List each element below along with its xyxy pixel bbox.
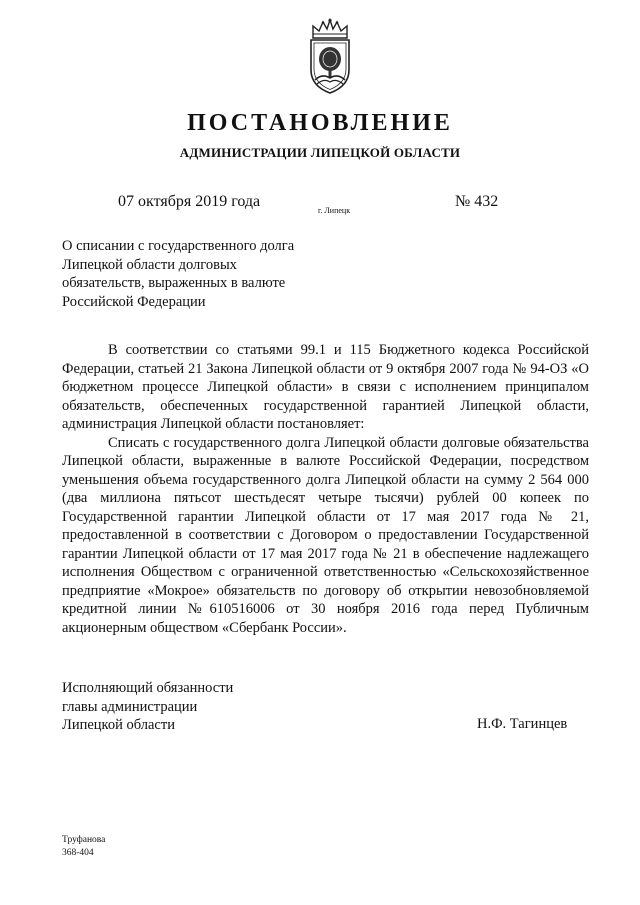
subject-line: О списании с государственного долга: [62, 238, 295, 254]
document-number: № 432: [455, 193, 499, 210]
document-subject: [62, 237, 322, 311]
body-paragraph-preamble: В соответствии со статьями 99.1 и 115 Бюджетного кодекса Российской Федерации, статьей 21 Закона Липецкой области от 9 октября 2007 года № 94-ОЗ «О бюджетном процессе Липецкой области» в связи с исполнением принципалом обязательств, обеспеченных государственной гарантией Липецкой области, администрация Липецкой области постановляет:: [62, 342, 589, 432]
subject-line: Липецкой области долговых: [62, 256, 237, 273]
executor-phone: 368-404: [62, 848, 94, 858]
signer-position-line: главы администрации: [62, 698, 198, 715]
document-title: ПОСТАНОВЛЕНИЕ: [187, 110, 453, 136]
document-body: [62, 341, 589, 637]
signer-position: [62, 679, 233, 735]
executor-name: Труфанова: [62, 835, 106, 845]
subject-line: обязательств, выраженных в валюте: [62, 275, 286, 291]
document-city: г. Липецк: [318, 206, 351, 215]
signer-position-line: Исполняющий обязанности: [62, 680, 234, 696]
executor-info: [62, 834, 105, 860]
signer-name: Н.Ф. Тагинцев: [477, 716, 568, 732]
signer-position-line: Липецкой области: [62, 717, 175, 733]
subject-line: Российской Федерации: [62, 293, 206, 310]
coat-of-arms-icon: [303, 18, 357, 96]
issuing-authority: АДМИНИСТРАЦИИ ЛИПЕЦКОЙ ОБЛАСТИ: [179, 145, 461, 160]
document-date: 07 октября 2019 года: [118, 193, 261, 210]
body-paragraph-resolution: Списать с государственного долга Липецкой области долговые обязательства Липецкой области, выраженные в валюте Российской Федерации, посредством уменьшения объема государственного долга Липецкой области на сумму 2 564 000 (два миллиона пятьсот шестьдесят четыре тысячи) рублей 00 копеек по Государственной гарантии Липецкой области от 17 мая 2017 года № 21, предоставленной в соответствии с Договором о предоставлении Государственной гарантии Липецкой области от 17 мая 2017 года № 21 в обеспечение надлежащего исполнения Обществом с ограниченной ответственностью «Сельскохозяйственное предприятие «Мокрое» обязательств по договору об открытии невозобновляемой кредитной линии №610516006 от 30 ноября 2016 года перед Публичным акционерным обществом «Сбербанк России».: [62, 434, 589, 636]
